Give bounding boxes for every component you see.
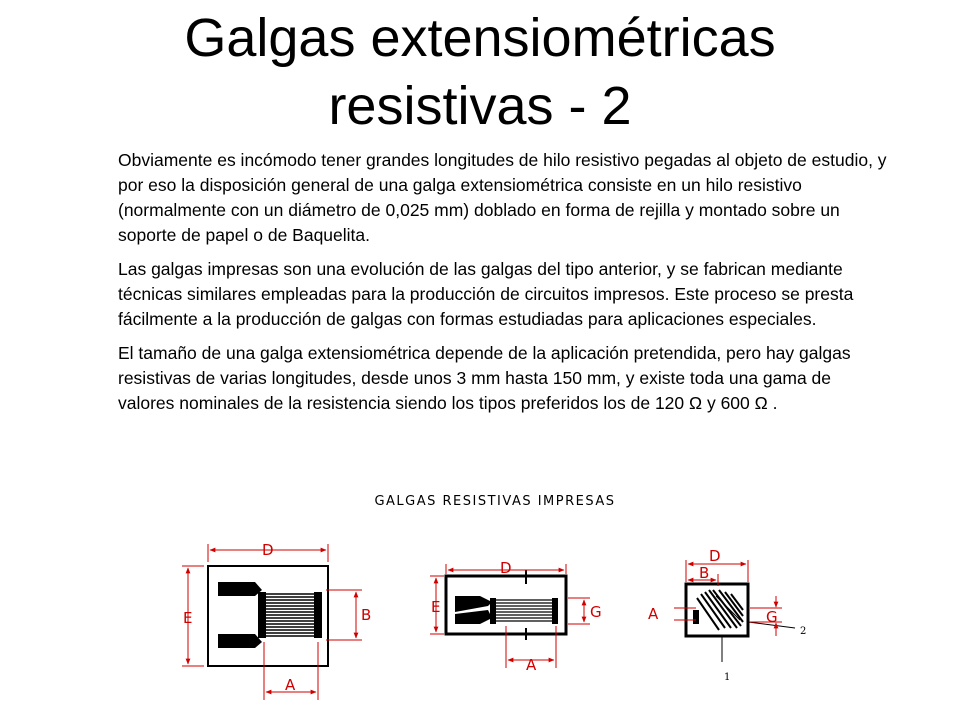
gauge-2-tab-bottom [455,610,492,624]
figure-title: GALGAS RESISTIVAS IMPRESAS [374,494,616,509]
paragraph-1: Obviamente es incómodo tener grandes longitudes de hilo resistivo pegadas al objeto de estudio, y por eso la disposición general de una galga extensiométrica consiste en un hilo resistivo (normalmente con un diámetro de 0,025 mm) doblado en forma de rejilla y montado sobre un soporte de papel o de Baquelita. [118,150,887,245]
gauge-3-grid [697,590,743,630]
gauge-1-tab-bottom [218,634,262,648]
gauge-3-terminal-1: 1 [724,672,731,683]
title-line-2: resistivas - 2 [328,76,632,136]
gauge-3-terminal-2: 2 [800,626,807,637]
gauge-1 [182,541,371,700]
gauge-3-label-b: B [699,564,710,582]
gauge-1-label-d: D [262,541,274,559]
gauge-3 [648,547,806,683]
gauge-2-label-a: A [526,656,537,674]
title-line-1: Galgas extensiométricas [184,8,776,68]
gauge-1-carrier [208,566,328,666]
gauge-3-label-g: G [766,608,778,626]
gauge-2-label-g: G [590,603,602,621]
paragraph-2: Las galgas impresas son una evolución de las galgas del tipo anterior, y se fabrican mediante técnicas similares empleadas para la producción de circuitos impresos. Este proceso se presta fácilmente a la producción de galgas con formas estudiadas para aplicaciones especiales. [118,259,854,329]
gauge-3-label-a: A [648,605,659,623]
gauge-2 [430,559,602,674]
gauge-1-label-b: B [361,606,372,624]
gauge-2-tab-top [455,596,492,612]
gauge-1-label-a: A [285,676,296,694]
gauge-3-label-d: D [709,547,721,565]
paragraph-3: El tamaño de una galga extensiométrica depende de la aplicación pretendida, pero hay galgas resistivas de varias longitudes, desde unos 3 mm hasta 150 mm, y existe toda una gama de valores nominales de la resistencia siendo los tipos preferidos los de 120 Ω y 600 Ω . [118,343,851,413]
gauge-2-label-e: E [431,598,441,616]
gauge-2-label-d: D [500,559,512,577]
gauge-1-tab-top [218,582,262,596]
gauge-2-grid [490,598,558,624]
gauge-1-grid [258,592,322,638]
gauge-1-label-e: E [183,609,193,627]
